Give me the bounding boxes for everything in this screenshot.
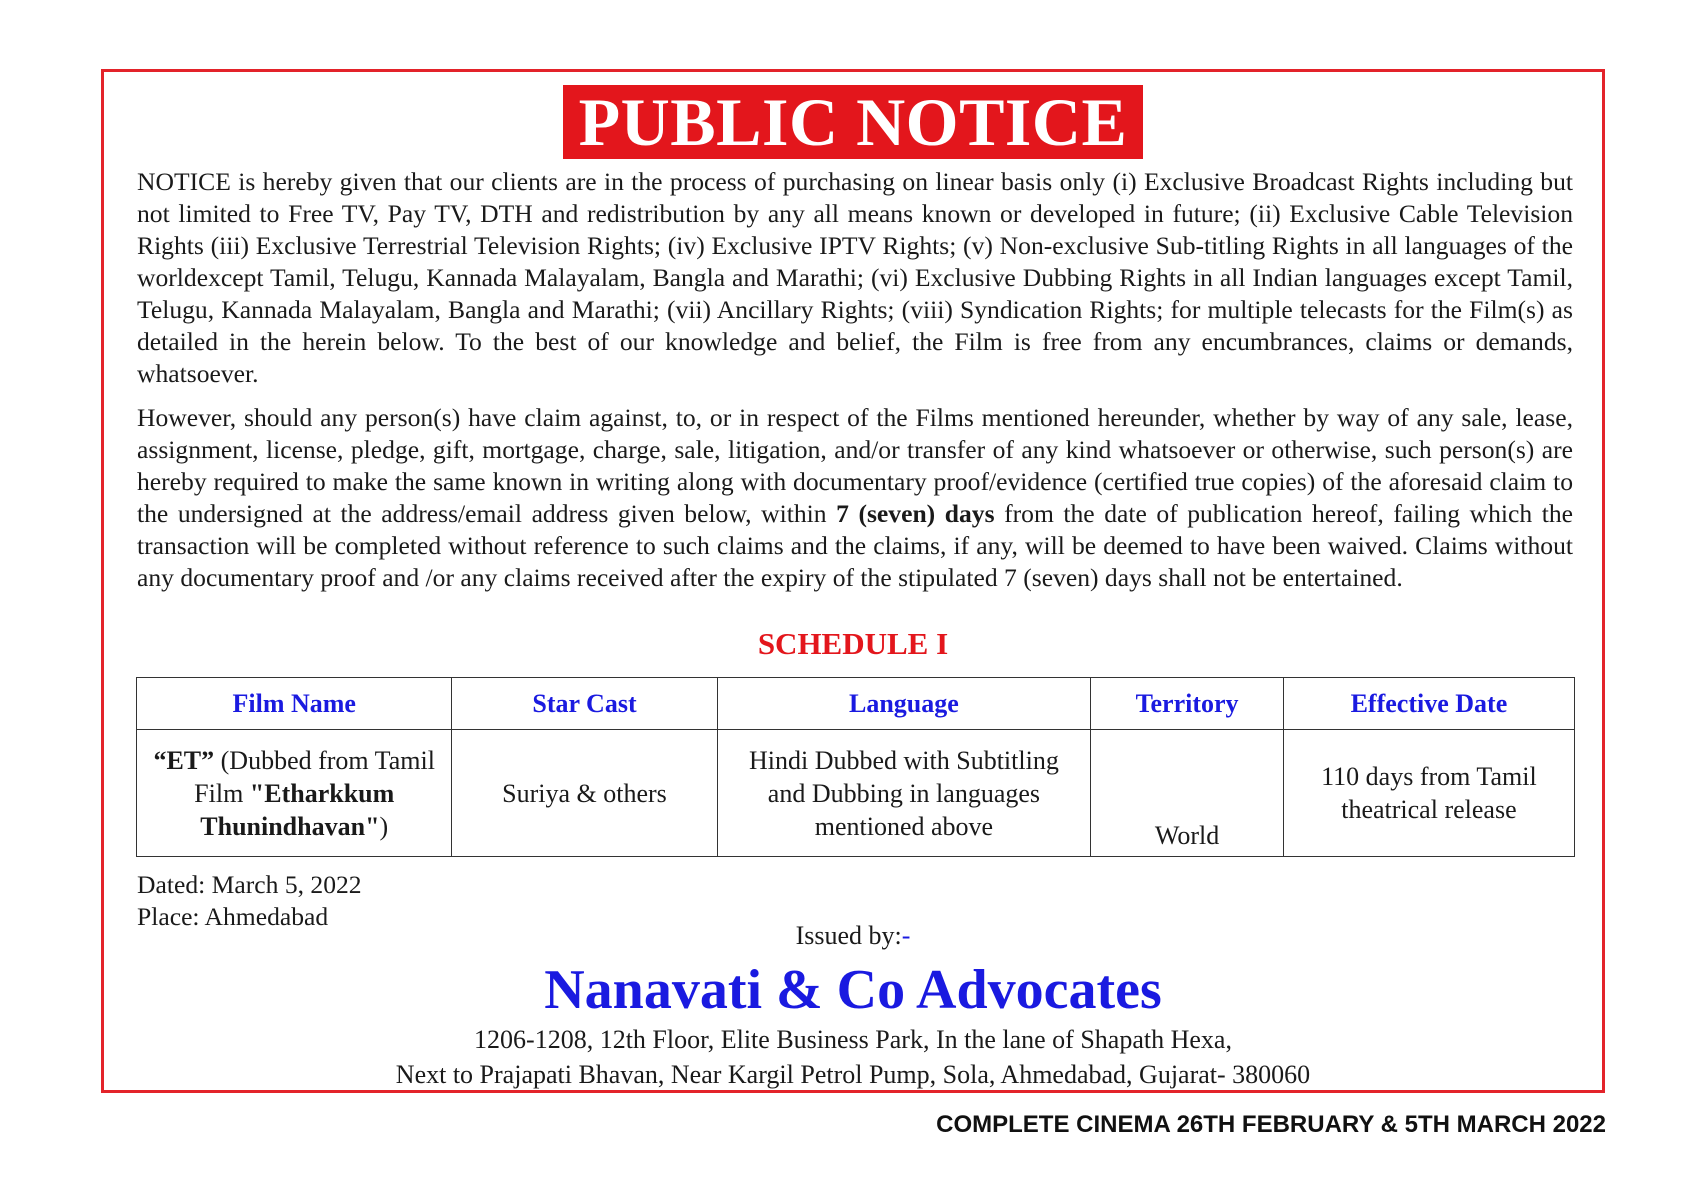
effective-line-1: 110 days from Tamil (1321, 762, 1537, 791)
notice-frame (101, 69, 1605, 1093)
cell-film-name (137, 730, 452, 857)
publication-footer: COMPLETE CINEMA 26TH FEBRUARY & 5TH MARCH 2022 (936, 1111, 1606, 1138)
film-note-end: ) (379, 811, 389, 841)
table-header-row (137, 678, 1575, 730)
dated-line: Dated: March 5, 2022 (137, 870, 362, 899)
header-territory: Territory (1091, 678, 1284, 730)
notice-title: PUBLIC NOTICE (563, 85, 1144, 159)
paragraph-2-text-end: from the date of publication hereof, failing which the transaction will be completed without reference to such claims and the claims, if any, will be deemed to have been waived. Claims without any documentary proof and /or any claims received after the expiry of the stipulated 7 (seven) days shall not be entertained. (137, 499, 1573, 592)
issued-by-label: Issued by: (795, 921, 902, 950)
film-original-title: Etharkkum Thunindhavan (200, 778, 395, 841)
header-star-cast: Star Cast (452, 678, 717, 730)
film-close-quote: ” (201, 745, 215, 775)
address-line-1: 1206-1208, 12th Floor, Elite Business Park, In the lane of Shapath Hexa, (474, 1025, 1232, 1054)
paragraph-2-deadline: 7 (seven) days (836, 499, 995, 528)
film-open-quote: “ (153, 745, 167, 775)
cell-effective-date (1283, 730, 1574, 857)
address-line-2: Next to Prajapati Bhavan, Near Kargil Petrol Pump, Sola, Ahmedabad, Gujarat- 380060 (395, 1060, 1311, 1089)
film-title-close-quote: " (365, 811, 380, 841)
cell-language (717, 730, 1091, 857)
language-line-1: Hindi Dubbed with Subtitling (748, 745, 1059, 775)
effective-line-2: theatrical release (1341, 795, 1517, 824)
header-language: Language (717, 678, 1091, 730)
film-code: ET (166, 745, 202, 775)
header-effective-date: Effective Date (1283, 678, 1574, 730)
film-title-open-quote: " (249, 778, 265, 808)
issued-by-dash: - (901, 921, 911, 950)
header-film-name: Film Name (137, 678, 452, 730)
cell-territory: World (1091, 730, 1284, 857)
language-line-3: mentioned above (814, 811, 994, 841)
place-line: Place: Ahmedabad (137, 902, 329, 931)
title-banner (104, 85, 1602, 159)
schedule-table (136, 677, 1575, 857)
issued-by (104, 920, 1602, 952)
paragraph-2-text-start: However, should any person(s) have claim against, to, or in respect of the Films mentioned hereunder, whether by way of any sale, lease, assignment, license, pledge, gift, mortgage, charge, sale, litigation, and/or transfer of any kind whatsoever or otherwise, such person(s) are hereby required to make the same known in writing along with documentary proof/evidence (certified true copies) of the aforesaid claim to the undersigned at the address/email address given below, within (137, 403, 1573, 528)
cell-star-cast: Suriya & others (452, 730, 717, 857)
notice-paragraph-1: NOTICE is hereby given that our clients are in the process of purchasing on linear basis only (i) Exclusive Broadcast Rights including but not limited to Free TV, Pay TV, DTH and redistribution by any all means known or developed in future; (ii) Exclusive Cable Television Rights (iii) Exclusive Terrestrial Television Rights; (iv) Exclusive IPTV Rights; (v) Non-exclusive Sub-titling Rights in all languages of the worldexcept Tamil, Telugu, Kannada Malayalam, Bangla and Marathi; (vi) Exclusive Dubbing Rights in all Indian languages except Tamil, Telugu, Kannada Malayalam, Bangla and Marathi; (vii) Ancillary Rights; (viii) Syndication Rights; for multiple telecasts for the Film(s) as detailed in the herein below. To the best of our knowledge and belief, the Film is free from any encumbrances, claims or demands, whatsoever. (137, 167, 1573, 388)
language-line-2: and Dubbing in languages (767, 778, 1041, 808)
film-note: (Dubbed from Tamil Film (194, 745, 435, 808)
notice-paragraph-2 (137, 402, 1573, 594)
table-row (137, 730, 1575, 857)
schedule-title: SCHEDULE I (757, 626, 949, 661)
firm-name: Nanavati & Co Advocates (544, 959, 1162, 1021)
